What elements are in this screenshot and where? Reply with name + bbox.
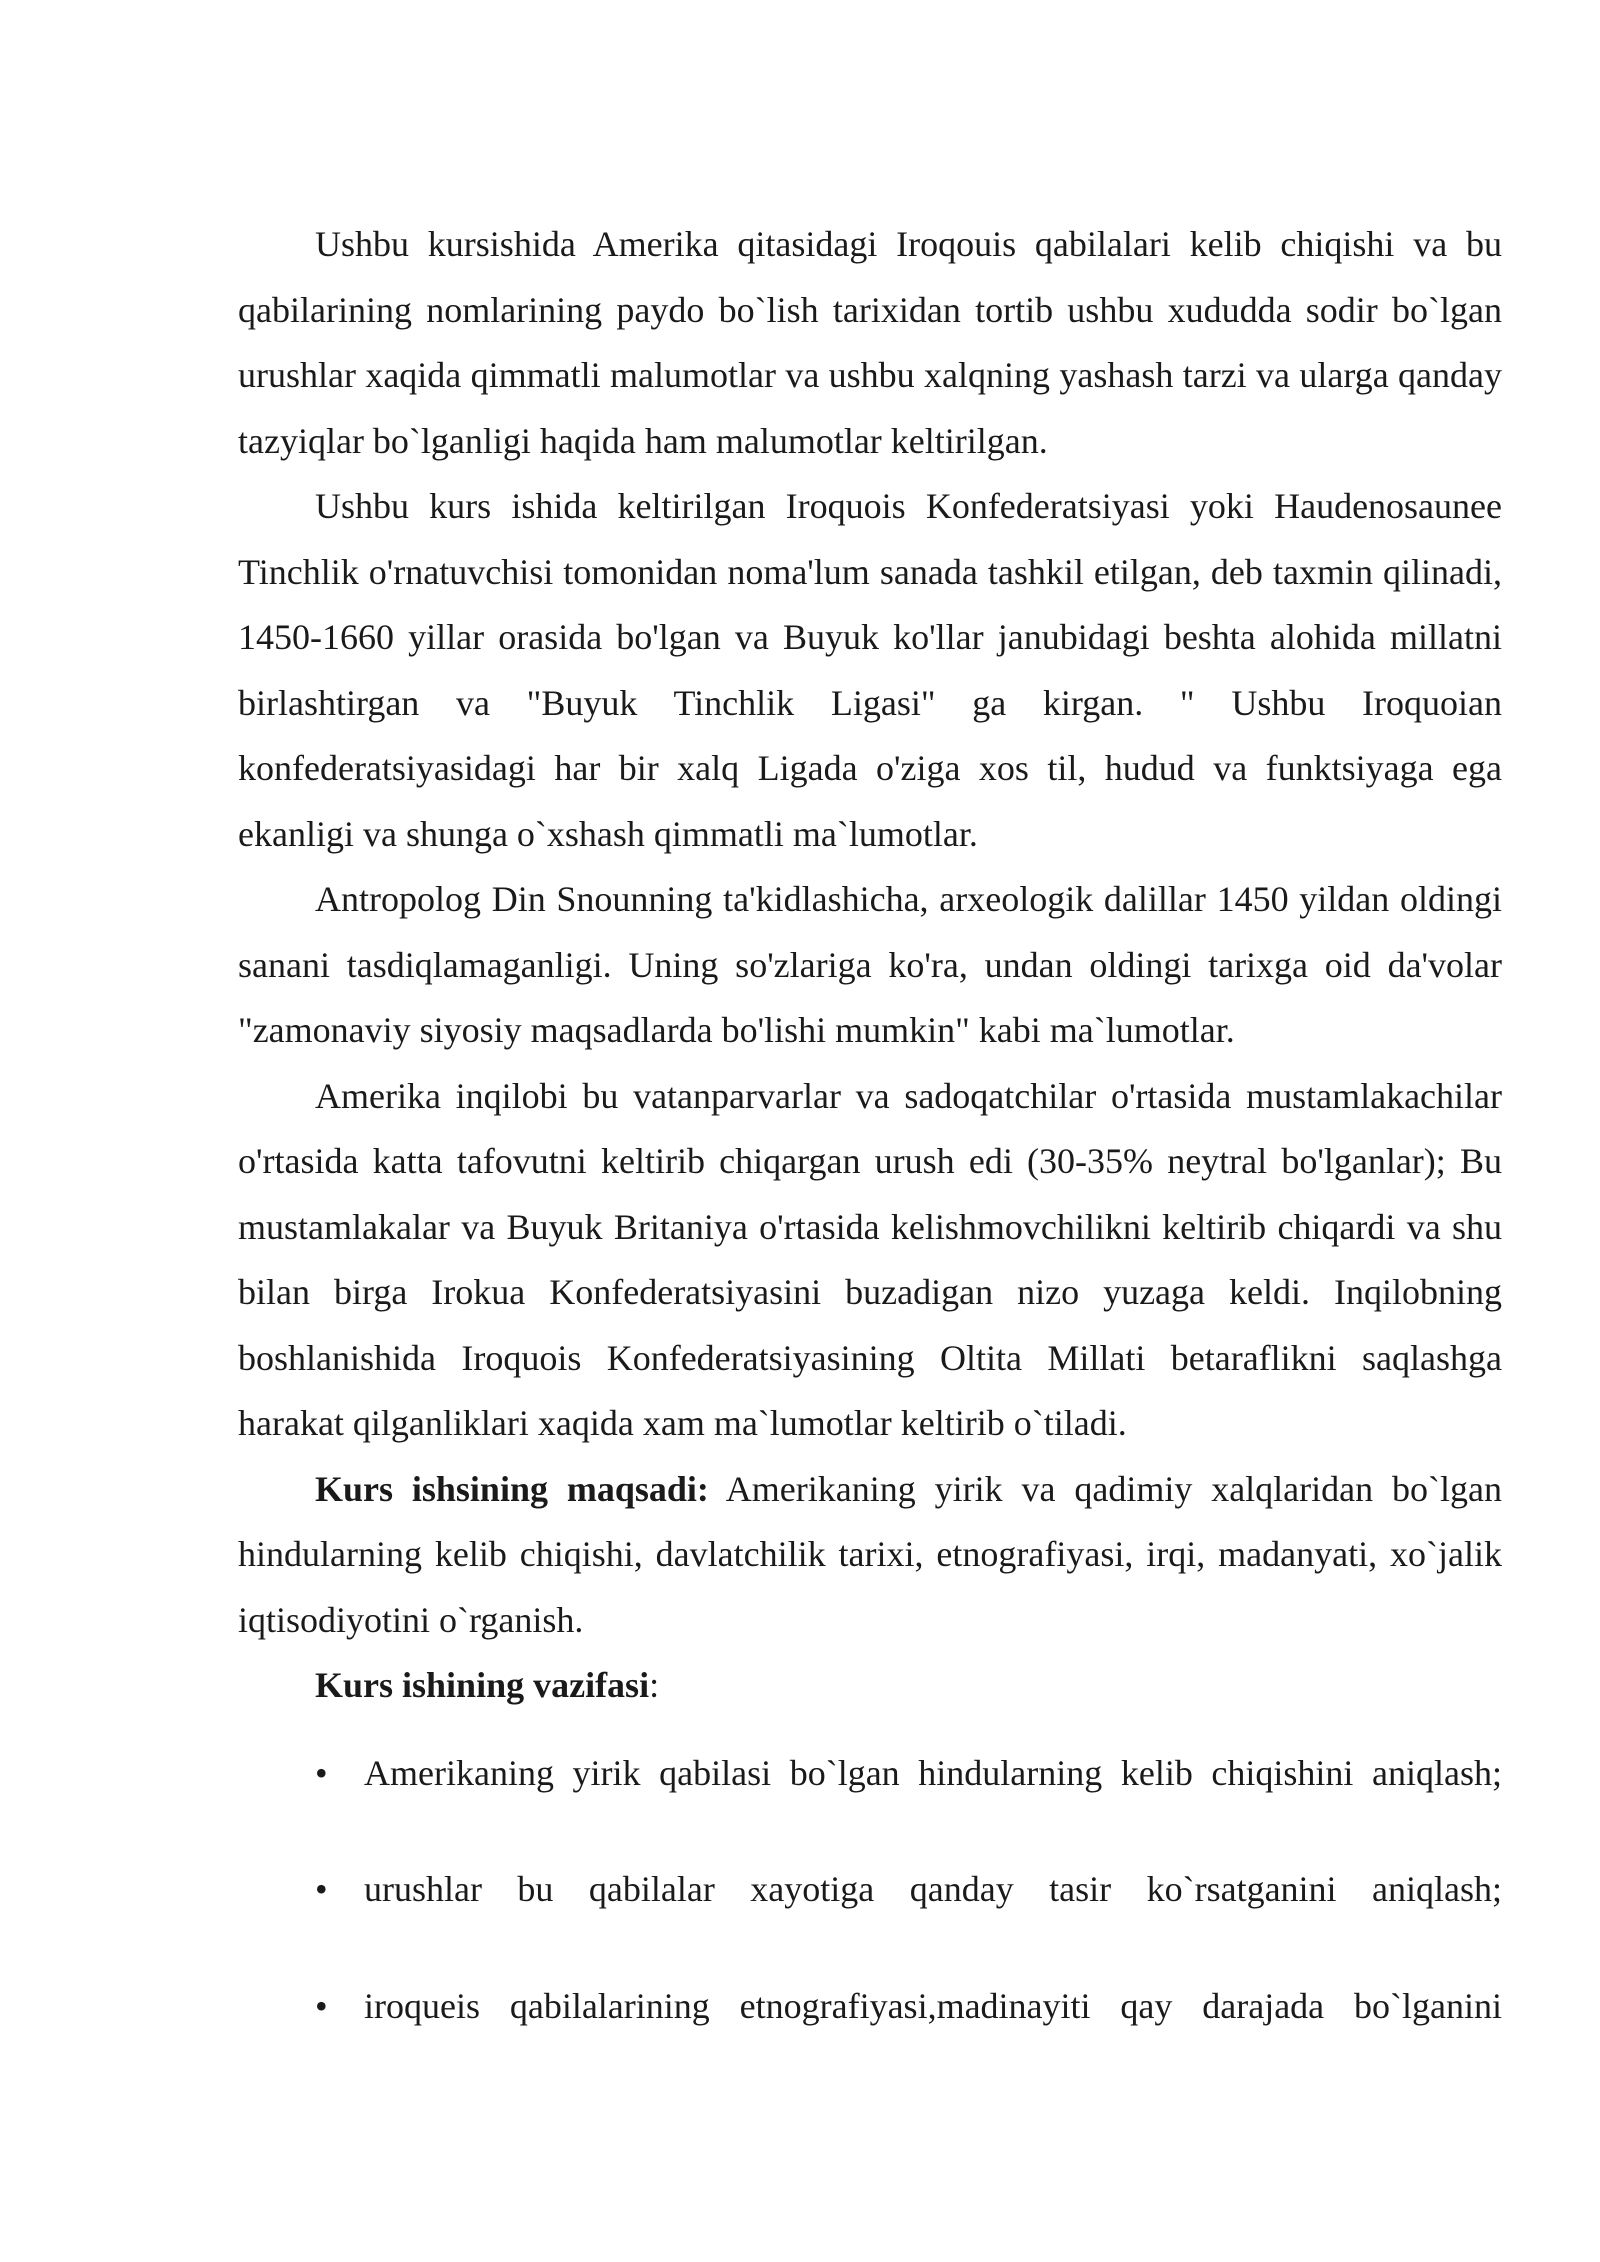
tasks-label: Kurs ishining vazifasi	[315, 1665, 650, 1705]
document-page	[238, 212, 1502, 2039]
list-item-text: iroqueis qabilalarining etnografiyasi,madinayiti qay darajada bo`lganini	[364, 1985, 1502, 2026]
goal-label: Kurs ishsining maqsadi:	[315, 1468, 709, 1509]
paragraph-goal	[238, 1457, 1502, 1654]
list-item-text: Amerikaning yirik qabilasi bo`lgan hindularning kelib chiqishini aniqlash;	[364, 1752, 1502, 1793]
goal-text: Amerikaning yirik va qadimiy xalqlaridan bo`lgan hindularning kelib chiqishi, davlatchilik tarixi, etnografiyasi, irqi, madanyati, xo`jalik iqtisodiyotini o`rganish.	[238, 1468, 1502, 1640]
list-item	[238, 1857, 1502, 1923]
list-item	[238, 1974, 1502, 2040]
paragraph-confederacy: Ushbu kurs ishida keltirilgan Iroquois Konfederatsiyasi yoki Haudenosaunee Tinchlik o'rnatuvchisi tomonidan noma'lum sanada tashkil etilgan, deb taxmin qilinadi, 1450-1660 yillar orasida bo'lgan va Buyuk ko'llar janubidagi beshta alohida millatni birlashtirgan va "Buyuk Tinchlik Ligasi" ga kirgan. " Ushbu Iroquoian konfederatsiyasidagi har bir xalq Ligada o'ziga xos til, hudud va funktsiyaga ega ekanligi va shunga o`xshash qimmatli ma`lumotlar.	[238, 486, 1502, 854]
list-item	[238, 1741, 1502, 1807]
paragraph-tasks-heading	[238, 1653, 1502, 1719]
bullet-icon: •	[315, 1752, 328, 1793]
tasks-list	[238, 1741, 1502, 2040]
bullet-icon: •	[315, 1985, 328, 2026]
tasks-colon: :	[649, 1665, 660, 1705]
list-item-text: urushlar bu qabilalar xayotiga qanday tasir ko`rsatganini aniqlash;	[364, 1869, 1502, 1909]
paragraph-revolution: Amerika inqilobi bu vatanparvarlar va sadoqatchilar o'rtasida mustamlakachilar o'rtasida katta tafovutni keltirib chiqargan urush edi (30-35% neytral bo'lganlar); Bu mustamlakalar va Buyuk Britaniya o'rtasida kelishmovchilikni keltirib chiqardi va shu bilan birga Irokua Konfederatsiyasini buzadigan nizo yuzaga keldi. Inqilobning boshlanishida Iroquois Konfederatsiyasining Oltita Millati betaraflikni saqlashga harakat qilganliklari xaqida xam ma`lumotlar keltirib o`tiladi.	[238, 1075, 1502, 1443]
paragraph-anthropologist: Antropolog Din Snounning ta'kidlashicha, arxeologik dalillar 1450 yildan oldingi sanani tasdiqlamaganligi. Uning so'zlariga ko'ra, undan oldingi tarixga oid da'volar "zamonaviy siyosiy maqsadlarda bo'lishi mumkin" kabi ma`lumotlar.	[238, 879, 1502, 1050]
paragraph-intro: Ushbu kursishida Amerika qitasidagi Iroqouis qabilalari kelib chiqishi va bu qabilarining nomlarining paydo bo`lish tarixidan tortib ushbu xududda sodir bo`lgan urushlar xaqida qimmatli malumotlar va ushbu xalqning yashash tarzi va ularga qanday tazyiqlar bo`lganligi haqida ham malumotlar keltirilgan.	[238, 224, 1502, 461]
bullet-icon: •	[315, 1869, 328, 1909]
